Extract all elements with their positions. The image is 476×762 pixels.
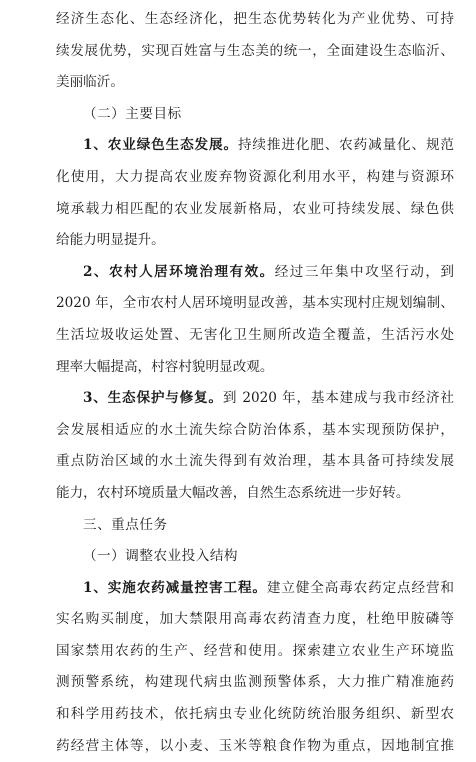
item3-first-line: [56, 383, 454, 415]
section-heading-tasks: 三、重点任务: [83, 516, 168, 533]
item4-line-5: 和科学用药技术，依托病虫专业化统防统治服务组织、新型农: [56, 706, 454, 723]
subsection-heading: （一）调整农业投入结构: [83, 548, 239, 565]
item2-first-line: [56, 257, 454, 289]
intro-line-2: 续发展优势，实现百姓富与生态美的统一，全面建设生态临沂、: [56, 42, 454, 59]
item3-text: 到 2020 年，基本建成与我市经济社: [222, 390, 454, 407]
item1-label: 1、农业绿色生态发展。: [83, 137, 238, 154]
item4-line-6: 药经营主体等，以小麦、玉米等粮食作物为重点，因地制宜推: [56, 737, 454, 754]
item2-label: 2、农村人居环境治理有效。: [83, 263, 275, 280]
item4-first-line: [56, 573, 454, 605]
item2-text: 经过三年集中攻坚行动，到: [274, 263, 454, 280]
item3-line-2: 会发展相适应的水土流失综合防治体系，基本实现预防保护，: [56, 421, 454, 438]
item2-line-3: 生活垃圾收运处置、无害化卫生厕所改造全覆盖，生活污水处: [56, 326, 454, 343]
item3-line-3: 重点防治区域的水土流失得到有效治理，基本具备可持续发展: [56, 453, 454, 470]
item4-line-3: 国家禁用农药的生产、经营和使用。探索建立农业生产环境监: [56, 642, 454, 659]
item4-text: 建立健全高毒农药定点经营和: [266, 579, 454, 596]
item3-label: 3、生态保护与修复。: [83, 390, 223, 407]
item1-first-line: [56, 130, 454, 162]
intro-line-3: 美丽临沂。: [56, 74, 124, 91]
item1-text: 持续推进化肥、农药减量化、规范: [237, 137, 454, 154]
item1-line-4: 给能力明显提升。: [56, 232, 165, 249]
item1-line-3: 境承载力相匹配的农业发展新格局，农业可持续发展、绿色供: [56, 200, 454, 217]
item2-line-2: 2020 年，全市农村人居环境明显改善，基本实现村庄规划编制、: [56, 295, 454, 312]
item4-line-4: 测预警系统，构建现代病虫监测预警体系，大力推广精准施药: [56, 674, 454, 691]
intro-line-1: 经济生态化、生态经济化，把生态优势转化为产业优势、可持: [56, 11, 454, 27]
section-heading-targets: （二）主要目标: [83, 105, 182, 122]
item4-line-2: 实名购买制度，加大禁限用高毒农药清查力度，杜绝甲胺磷等: [56, 611, 454, 628]
item1-line-2: 化使用，大力提高农业废弃物资源化利用水平，构建与资源环: [56, 168, 454, 185]
item3-line-4: 能力，农村环境质量大幅改善，自然生态系统进一步好转。: [56, 484, 410, 501]
item4-label: 1、实施农药减量控害工程。: [83, 579, 267, 596]
item2-line-4: 理率大幅提高，村容村貌明显改观。: [56, 358, 274, 375]
